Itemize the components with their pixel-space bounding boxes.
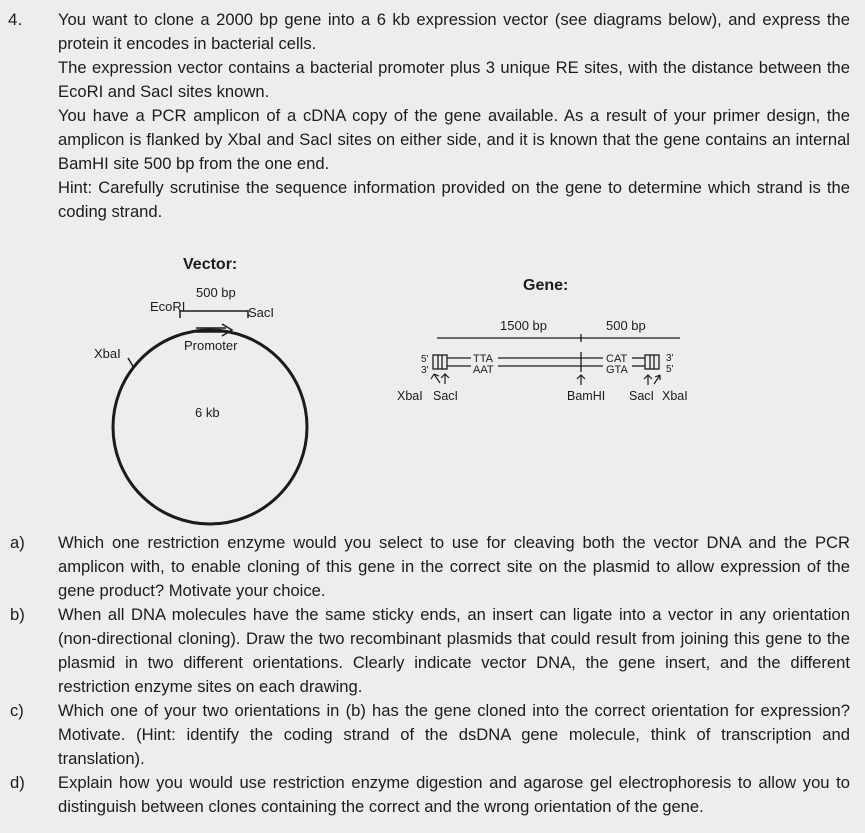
part-label: a) <box>10 533 25 552</box>
hint-paragraph: Hint: Carefully scrutinise the sequence information provided on the gene to determine which strand is the coding strand. <box>58 178 850 221</box>
saci-right-arrow <box>644 375 652 385</box>
part-d <box>0 771 865 819</box>
vector-distance-label: 500 bp <box>196 285 236 300</box>
site-xbai-right: XbaI <box>662 389 688 403</box>
question-number: 4. <box>8 10 23 29</box>
part-text: When all DNA molecules have the same sticky ends, an insert can ligate into a vector in any orientation (non-directional cloning). Draw the two recombinant plasmids that could result from joining this gene to the plasmid in two different orientations. Clearly indicate vector DNA, the gene insert, and the different restriction enzyme sites on each drawing. <box>58 605 850 696</box>
vector-plasmid-circle <box>113 330 307 524</box>
bottom-codon-left: AAT <box>473 364 494 376</box>
vector-title: Vector: <box>183 256 238 273</box>
left-restriction-box <box>433 355 447 369</box>
three-prime-left: 3' <box>421 365 429 376</box>
cloning-diagrams <box>0 248 865 538</box>
part-text: Explain how you would use restriction enzyme digestion and agarose gel electrophoresis to allow you to distinguish between clones containing the correct and the wrong orientation of the gene. <box>58 773 850 816</box>
part-text: Which one restriction enzyme would you select to use for cleaving both the vector DNA and the PCR amplicon with, to enable cloning of this gene in the correct site on the plasmid to allow expression of the gene product? Motivate your choice. <box>58 533 850 600</box>
intro-paragraph: You have a PCR amplicon of a cDNA copy of the gene available. As a result of your primer design, the amplicon is flanked by XbaI and SacI sites on either side, and it is known that the gene contains an internal BamHI site 500 bp from the one end. <box>58 106 850 173</box>
ecori-sacI-bracket <box>180 311 248 318</box>
site-xbai-left: XbaI <box>397 389 423 403</box>
site-saci-right: SacI <box>629 389 655 403</box>
part-c <box>0 699 865 771</box>
right-segment-length: 500 bp <box>606 318 646 333</box>
part-label: c) <box>10 701 24 720</box>
gene-diagram <box>397 277 688 403</box>
vector-promoter-label: Promoter <box>184 338 238 353</box>
xbai-right-arrow <box>654 375 660 384</box>
vector-saci-label: SacI <box>248 305 275 320</box>
site-bamhi: BamHI <box>567 389 606 403</box>
intro-paragraph: You want to clone a 2000 bp gene into a 6 kb expression vector (see diagrams below), and express the protein it encodes in bacterial cells. <box>58 10 850 53</box>
part-label: b) <box>10 605 25 624</box>
xbai-left-arrow <box>431 374 440 383</box>
site-saci-left: SacI <box>433 389 459 403</box>
bottom-codon-right: GTA <box>606 364 628 376</box>
question-intro <box>58 8 850 224</box>
vector-ecori-label: EcoRI <box>150 299 186 314</box>
five-prime-right: 5' <box>666 364 674 375</box>
top-codon-right: CAT <box>606 353 628 365</box>
gene-title: Gene: <box>523 277 569 294</box>
three-prime-right: 3' <box>666 353 674 364</box>
question-parts <box>0 531 865 819</box>
vector-size-label: 6 kb <box>195 405 220 420</box>
intro-paragraph: The expression vector contains a bacterial promoter plus 3 unique RE sites, with the distance between the EcoRI and SacI sites known. <box>58 58 850 101</box>
top-codon-left: TTA <box>473 353 493 365</box>
five-prime-left: 5' <box>421 354 429 365</box>
part-label: d) <box>10 773 25 792</box>
bamhi-arrow <box>577 375 585 385</box>
vector-xbai-label: XbaI <box>94 346 121 361</box>
part-text: Which one of your two orientations in (b) has the gene cloned into the correct orientation for expression? Motivate. (Hint: identify the coding strand of the dsDNA gene molecule, think of transcription and translation). <box>58 701 850 768</box>
vector-diagram <box>94 256 307 524</box>
saci-left-arrow <box>441 374 449 384</box>
part-b <box>0 603 865 699</box>
xbai-site-tick <box>128 358 134 368</box>
left-segment-length: 1500 bp <box>500 318 547 333</box>
part-a <box>0 531 865 603</box>
right-restriction-box <box>645 355 659 369</box>
